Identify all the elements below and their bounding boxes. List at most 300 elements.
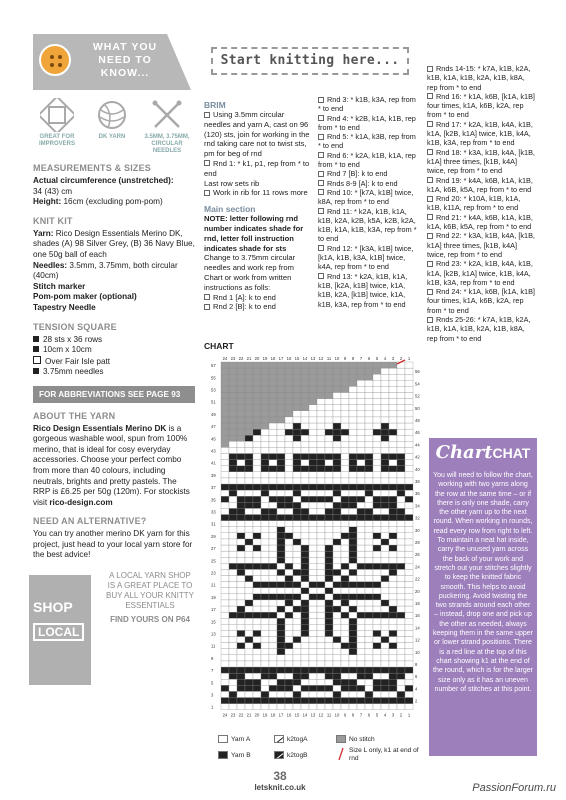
- chart-cell: [357, 655, 365, 661]
- chart-cell: [301, 655, 309, 661]
- chart-cell: [253, 673, 261, 679]
- checkbox-icon[interactable]: [427, 261, 433, 267]
- chart-cell: [253, 447, 261, 453]
- chart-cell: [229, 618, 237, 624]
- knitting-chart: [209, 353, 428, 729]
- chart-cell: [349, 515, 357, 521]
- chart-cell: [237, 472, 245, 478]
- checkbox-icon[interactable]: [318, 180, 324, 186]
- chart-col-number: 24: [222, 356, 228, 361]
- chart-cell: [229, 637, 237, 643]
- chart-cell: [269, 374, 277, 380]
- chart-cell: [357, 447, 365, 453]
- chart-cell: [365, 612, 373, 618]
- chart-cell: [405, 417, 413, 423]
- round-instruction: Rnd 7 [B]: k to end: [318, 169, 420, 178]
- chart-row-number: 57: [211, 363, 216, 369]
- chart-cell: [325, 411, 333, 417]
- chart-row-number: 34: [415, 503, 420, 509]
- checkbox-icon[interactable]: [427, 196, 433, 202]
- chart-cell: [365, 551, 373, 557]
- chart-cell: [317, 441, 325, 447]
- checkbox-icon[interactable]: [318, 134, 324, 140]
- chart-cell: [229, 460, 237, 466]
- key-k2toga: k2togA: [274, 735, 308, 743]
- chart-cell: [341, 600, 349, 606]
- chart-cell: [245, 496, 253, 502]
- chart-cell: [245, 441, 253, 447]
- chart-cell: [373, 405, 381, 411]
- chart-cell: [293, 527, 301, 533]
- chart-cell: [221, 630, 229, 636]
- chart-cell: [357, 441, 365, 447]
- knit-kit-heading: KNIT KIT: [33, 215, 73, 226]
- chart-cell: [269, 691, 277, 697]
- checkbox-icon[interactable]: [318, 97, 324, 103]
- chart-row-number: 12: [415, 637, 420, 643]
- chart-cell: [389, 496, 397, 502]
- chart-cell: [349, 655, 357, 661]
- chart-cell: [381, 533, 389, 539]
- chart-cell: [357, 399, 365, 405]
- chart-cell: [269, 478, 277, 484]
- chart-cell: [373, 515, 381, 521]
- chart-cell: [397, 557, 405, 563]
- chart-cell: [285, 454, 293, 460]
- chart-cell: [293, 386, 301, 392]
- chart-row-number: 10: [415, 649, 420, 655]
- chart-cell: [365, 576, 373, 582]
- chart-cell: [333, 515, 341, 521]
- chart-cell: [333, 386, 341, 392]
- chart-cell: [269, 502, 277, 508]
- chart-cell: [221, 484, 229, 490]
- chart-cell: [333, 637, 341, 643]
- chart-cell: [261, 618, 269, 624]
- chart-cell: [389, 557, 397, 563]
- chart-cell: [269, 454, 277, 460]
- chart-cell: [221, 454, 229, 460]
- checkbox-icon[interactable]: [318, 152, 324, 158]
- chart-cell: [349, 545, 357, 551]
- chart-cell: [293, 649, 301, 655]
- chart-cell: [269, 405, 277, 411]
- chart-cell: [285, 515, 293, 521]
- chart-cell: [373, 612, 381, 618]
- chart-cell: [309, 454, 317, 460]
- chart-cell: [365, 515, 373, 521]
- checkbox-icon[interactable]: [204, 160, 210, 166]
- chart-cell: [269, 393, 277, 399]
- chart-cell: [317, 386, 325, 392]
- chart-cell: [357, 618, 365, 624]
- chart-cell: [261, 405, 269, 411]
- chart-cell: [373, 576, 381, 582]
- chart-cell: [309, 393, 317, 399]
- chart-cell: [301, 685, 309, 691]
- chart-cell: [285, 435, 293, 441]
- chart-cell: [325, 667, 333, 673]
- chart-cell: [285, 417, 293, 423]
- checkbox-icon[interactable]: [427, 289, 433, 295]
- checkbox-icon[interactable]: [427, 214, 433, 220]
- chart-cell: [229, 386, 237, 392]
- chart-cell: [237, 393, 245, 399]
- chart-cell: [261, 374, 269, 380]
- chart-cell: [397, 698, 405, 704]
- chart-cell: [397, 679, 405, 685]
- chart-cell: [405, 557, 413, 563]
- chart-cell: [357, 582, 365, 588]
- chart-cell: [293, 441, 301, 447]
- chart-cell: [381, 435, 389, 441]
- chart-cell: [293, 624, 301, 630]
- chart-cell: [405, 667, 413, 673]
- need-needles: 3.5MM, 3.75MM, CIRCULAR NEEDLES: [143, 98, 191, 155]
- chart-cell: [277, 515, 285, 521]
- chart-cell: [397, 441, 405, 447]
- chart-cell: [245, 637, 253, 643]
- chart-cell: [317, 515, 325, 521]
- chart-cell: [277, 612, 285, 618]
- chart-cell: [333, 630, 341, 636]
- chart-cell: [317, 490, 325, 496]
- chart-cell: [349, 551, 357, 557]
- chart-cell: [285, 466, 293, 472]
- chart-cell: [365, 380, 373, 386]
- chart-cell: [333, 441, 341, 447]
- checkbox-icon[interactable]: [204, 190, 210, 196]
- chart-cell: [309, 423, 317, 429]
- chart-cell: [333, 527, 341, 533]
- chart-cell: [317, 588, 325, 594]
- chart-cell: [253, 557, 261, 563]
- chart-cell: [389, 472, 397, 478]
- chart-cell: [229, 673, 237, 679]
- chart-cell: [325, 679, 333, 685]
- chart-cell: [253, 618, 261, 624]
- chart-cell: [349, 441, 357, 447]
- chart-cell: [405, 393, 413, 399]
- checkbox-icon[interactable]: [427, 66, 433, 72]
- chart-cell: [229, 380, 237, 386]
- chart-cell: [405, 600, 413, 606]
- chart-cell: [365, 386, 373, 392]
- chart-cell: [261, 441, 269, 447]
- chart-cell: [277, 685, 285, 691]
- chart-cell: [237, 643, 245, 649]
- checkbox-icon[interactable]: [318, 171, 324, 177]
- chart-cell: [381, 551, 389, 557]
- chart-col-number: 20: [254, 356, 260, 361]
- checkbox-icon[interactable]: [427, 233, 433, 239]
- chart-cell: [317, 630, 325, 636]
- chart-cell: [365, 447, 373, 453]
- chart-cell: [285, 411, 293, 417]
- chart-cell: [269, 576, 277, 582]
- brim-note: Last row sets rib: [204, 178, 260, 188]
- chart-cell: [269, 551, 277, 557]
- chart-cell: [381, 618, 389, 624]
- chart-cell: [301, 454, 309, 460]
- chart-cell: [405, 637, 413, 643]
- chart-cell: [229, 521, 237, 527]
- chart-row-number: 33: [211, 509, 216, 515]
- chart-cell: [229, 484, 237, 490]
- chart-cell: [317, 637, 325, 643]
- chart-cell: [293, 515, 301, 521]
- chart-cell: [405, 515, 413, 521]
- chart-cell: [365, 417, 373, 423]
- chart-cell: [309, 405, 317, 411]
- chart-cell: [349, 399, 357, 405]
- chart-cell: [397, 527, 405, 533]
- chart-cell: [349, 447, 357, 453]
- chart-cell: [277, 478, 285, 484]
- chart-cell: [397, 643, 405, 649]
- checkbox-icon[interactable]: [318, 189, 324, 195]
- chart-cell: [325, 637, 333, 643]
- chart-cell: [341, 637, 349, 643]
- chart-col-number: 14: [302, 356, 308, 361]
- checkbox-icon[interactable]: [204, 294, 210, 300]
- chart-cell: [405, 466, 413, 472]
- chart-cell: [349, 637, 357, 643]
- chart-cell: [293, 551, 301, 557]
- checkbox-icon[interactable]: [318, 245, 324, 251]
- chart-cell: [341, 405, 349, 411]
- chart-cell: [357, 362, 365, 368]
- chart-cell: [357, 460, 365, 466]
- chart-col-number: 11: [326, 712, 332, 718]
- chart-cell: [309, 417, 317, 423]
- chart-cell: [333, 600, 341, 606]
- chart-cell: [229, 679, 237, 685]
- chart-cell: [309, 472, 317, 478]
- chart-cell: [301, 618, 309, 624]
- chart-cell: [333, 539, 341, 545]
- chart-cell: [261, 569, 269, 575]
- chart-cell: [389, 454, 397, 460]
- chart-cell: [309, 704, 317, 710]
- chart-cell: [245, 698, 253, 704]
- chart-cell: [341, 576, 349, 582]
- checkbox-icon[interactable]: [427, 121, 433, 127]
- chart-cell: [221, 527, 229, 533]
- chart-cell: [221, 624, 229, 630]
- checkbox-icon[interactable]: [204, 304, 210, 310]
- chart-cell: [301, 417, 309, 423]
- chart-cell: [253, 612, 261, 618]
- chart-cell: [301, 405, 309, 411]
- checkbox-icon[interactable]: [318, 273, 324, 279]
- chart-row-number: 11: [211, 643, 216, 649]
- chart-cell: [317, 667, 325, 673]
- chart-cell: [373, 679, 381, 685]
- chart-cell: [341, 643, 349, 649]
- chart-cell: [261, 472, 269, 478]
- chart-cell: [333, 447, 341, 453]
- chart-cell: [261, 502, 269, 508]
- chart-cell: [229, 655, 237, 661]
- chart-cell: [245, 618, 253, 624]
- chart-cell: [333, 393, 341, 399]
- chart-cell: [325, 490, 333, 496]
- checkbox-icon[interactable]: [427, 93, 433, 99]
- chart-cell: [261, 685, 269, 691]
- chart-cell: [301, 466, 309, 472]
- checkbox-icon[interactable]: [427, 149, 433, 155]
- chart-row-number: 3: [211, 692, 214, 698]
- chart-cell: [349, 454, 357, 460]
- chart-cell: [253, 582, 261, 588]
- checkbox-icon[interactable]: [318, 208, 324, 214]
- website-link[interactable]: letsknit.co.uk: [254, 783, 306, 792]
- chart-cell: [325, 533, 333, 539]
- chart-cell: [221, 478, 229, 484]
- chart-cell: [245, 484, 253, 490]
- chart-cell: [277, 429, 285, 435]
- chart-cell: [389, 545, 397, 551]
- chart-cell: [277, 618, 285, 624]
- chart-cell: [317, 704, 325, 710]
- chart-cell: [253, 441, 261, 447]
- chart-cell: [325, 362, 333, 368]
- chart-cell: [397, 691, 405, 697]
- left-column: [33, 34, 195, 693]
- chart-cell: [253, 368, 261, 374]
- chart-cell: [365, 533, 373, 539]
- chart-cell: [301, 472, 309, 478]
- chart-cell: [285, 576, 293, 582]
- chart-cell: [341, 386, 349, 392]
- chart-cell: [373, 539, 381, 545]
- chart-cell: [229, 441, 237, 447]
- chart-cell: [253, 691, 261, 697]
- chart-cell: [381, 624, 389, 630]
- chart-cell: [317, 393, 325, 399]
- chart-cell: [381, 576, 389, 582]
- chart-cell: [397, 606, 405, 612]
- chart-cell: [325, 368, 333, 374]
- chart-cell: [309, 643, 317, 649]
- chart-col-number: 16: [286, 712, 292, 718]
- chart-cell: [221, 472, 229, 478]
- chart-cell: [365, 673, 373, 679]
- chart-cell: [381, 478, 389, 484]
- alternative-heading: NEED AN ALTERNATIVE?: [33, 516, 147, 527]
- chart-cell: [221, 685, 229, 691]
- chart-cell: [269, 655, 277, 661]
- chart-cell: [373, 685, 381, 691]
- chart-cell: [261, 649, 269, 655]
- chart-cell: [229, 691, 237, 697]
- chart-cell: [317, 374, 325, 380]
- chart-cell: [381, 630, 389, 636]
- chart-cell: [293, 698, 301, 704]
- chart-cell: [381, 612, 389, 618]
- chart-cell: [261, 380, 269, 386]
- chart-cell: [245, 576, 253, 582]
- chart-cell: [397, 673, 405, 679]
- chart-cell: [325, 630, 333, 636]
- checkbox-icon[interactable]: [204, 112, 210, 118]
- chart-cell: [317, 502, 325, 508]
- chart-cell: [317, 551, 325, 557]
- chart-cell: [221, 417, 229, 423]
- chart-cell: [405, 521, 413, 527]
- chart-row-number: 56: [415, 369, 420, 375]
- chart-cell: [309, 521, 317, 527]
- chart-cell: [261, 386, 269, 392]
- chart-cell: [229, 661, 237, 667]
- chart-cell: [253, 643, 261, 649]
- round-instruction: Rnd 3: * k1B, k3A, rep from * to end: [318, 95, 416, 114]
- chart-cell: [325, 649, 333, 655]
- chart-cell: [333, 606, 341, 612]
- chart-cell: [405, 411, 413, 417]
- chart-cell: [341, 368, 349, 374]
- chart-cell: [325, 417, 333, 423]
- chart-cell: [389, 637, 397, 643]
- round-instruction: Rnd 13: * k2A, k1B, k1A, k1B, [k2A, k1B] twice, k1A, k1B, k2A, [k1B] twice, k1A, k1B, k3A, rep from * to end: [318, 271, 408, 309]
- chart-cell: [261, 411, 269, 417]
- chart-cell: [389, 405, 397, 411]
- chart-cell: [285, 521, 293, 527]
- chart-cell: [285, 698, 293, 704]
- checkbox-icon[interactable]: [318, 115, 324, 121]
- chart-col-number: 10: [334, 712, 340, 718]
- chart-cell: [389, 484, 397, 490]
- checkbox-icon[interactable]: [427, 317, 433, 323]
- chart-cell: [333, 673, 341, 679]
- chart-cell: [381, 698, 389, 704]
- chart-cell: [405, 691, 413, 697]
- chart-cell: [221, 362, 229, 368]
- chart-cell: [261, 545, 269, 551]
- round-instruction: Rnd 24: * k1A, k6B, [k1A, k1B] four times, k1A, k6B, k2A, rep from * to end: [427, 287, 535, 315]
- chart-cell: [341, 551, 349, 557]
- round-instruction: Rnd 4: * k2B, k1A, k1B, rep from * to end: [318, 113, 416, 132]
- chart-cell: [261, 551, 269, 557]
- chart-cell: [269, 411, 277, 417]
- chart-cell: [341, 685, 349, 691]
- chart-cell: [277, 661, 285, 667]
- chart-cell: [325, 460, 333, 466]
- chart-cell: [389, 393, 397, 399]
- chart-cell: [221, 576, 229, 582]
- chart-cell: [325, 484, 333, 490]
- chart-cell: [285, 533, 293, 539]
- chart-cell: [397, 649, 405, 655]
- chart-cell: [405, 429, 413, 435]
- chart-cell: [309, 576, 317, 582]
- chart-cell: [357, 551, 365, 557]
- chart-cell: [237, 417, 245, 423]
- chart-col-number: 13: [310, 712, 316, 718]
- chart-cell: [349, 582, 357, 588]
- chart-cell: [381, 600, 389, 606]
- chart-cell: [317, 447, 325, 453]
- chart-col-number: 10: [334, 356, 340, 361]
- chart-cell: [277, 405, 285, 411]
- chart-cell: [301, 582, 309, 588]
- chart-cell: [373, 667, 381, 673]
- checkbox-icon[interactable]: [427, 177, 433, 183]
- chart-cell: [349, 661, 357, 667]
- chart-cell: [277, 624, 285, 630]
- chart-cell: [333, 380, 341, 386]
